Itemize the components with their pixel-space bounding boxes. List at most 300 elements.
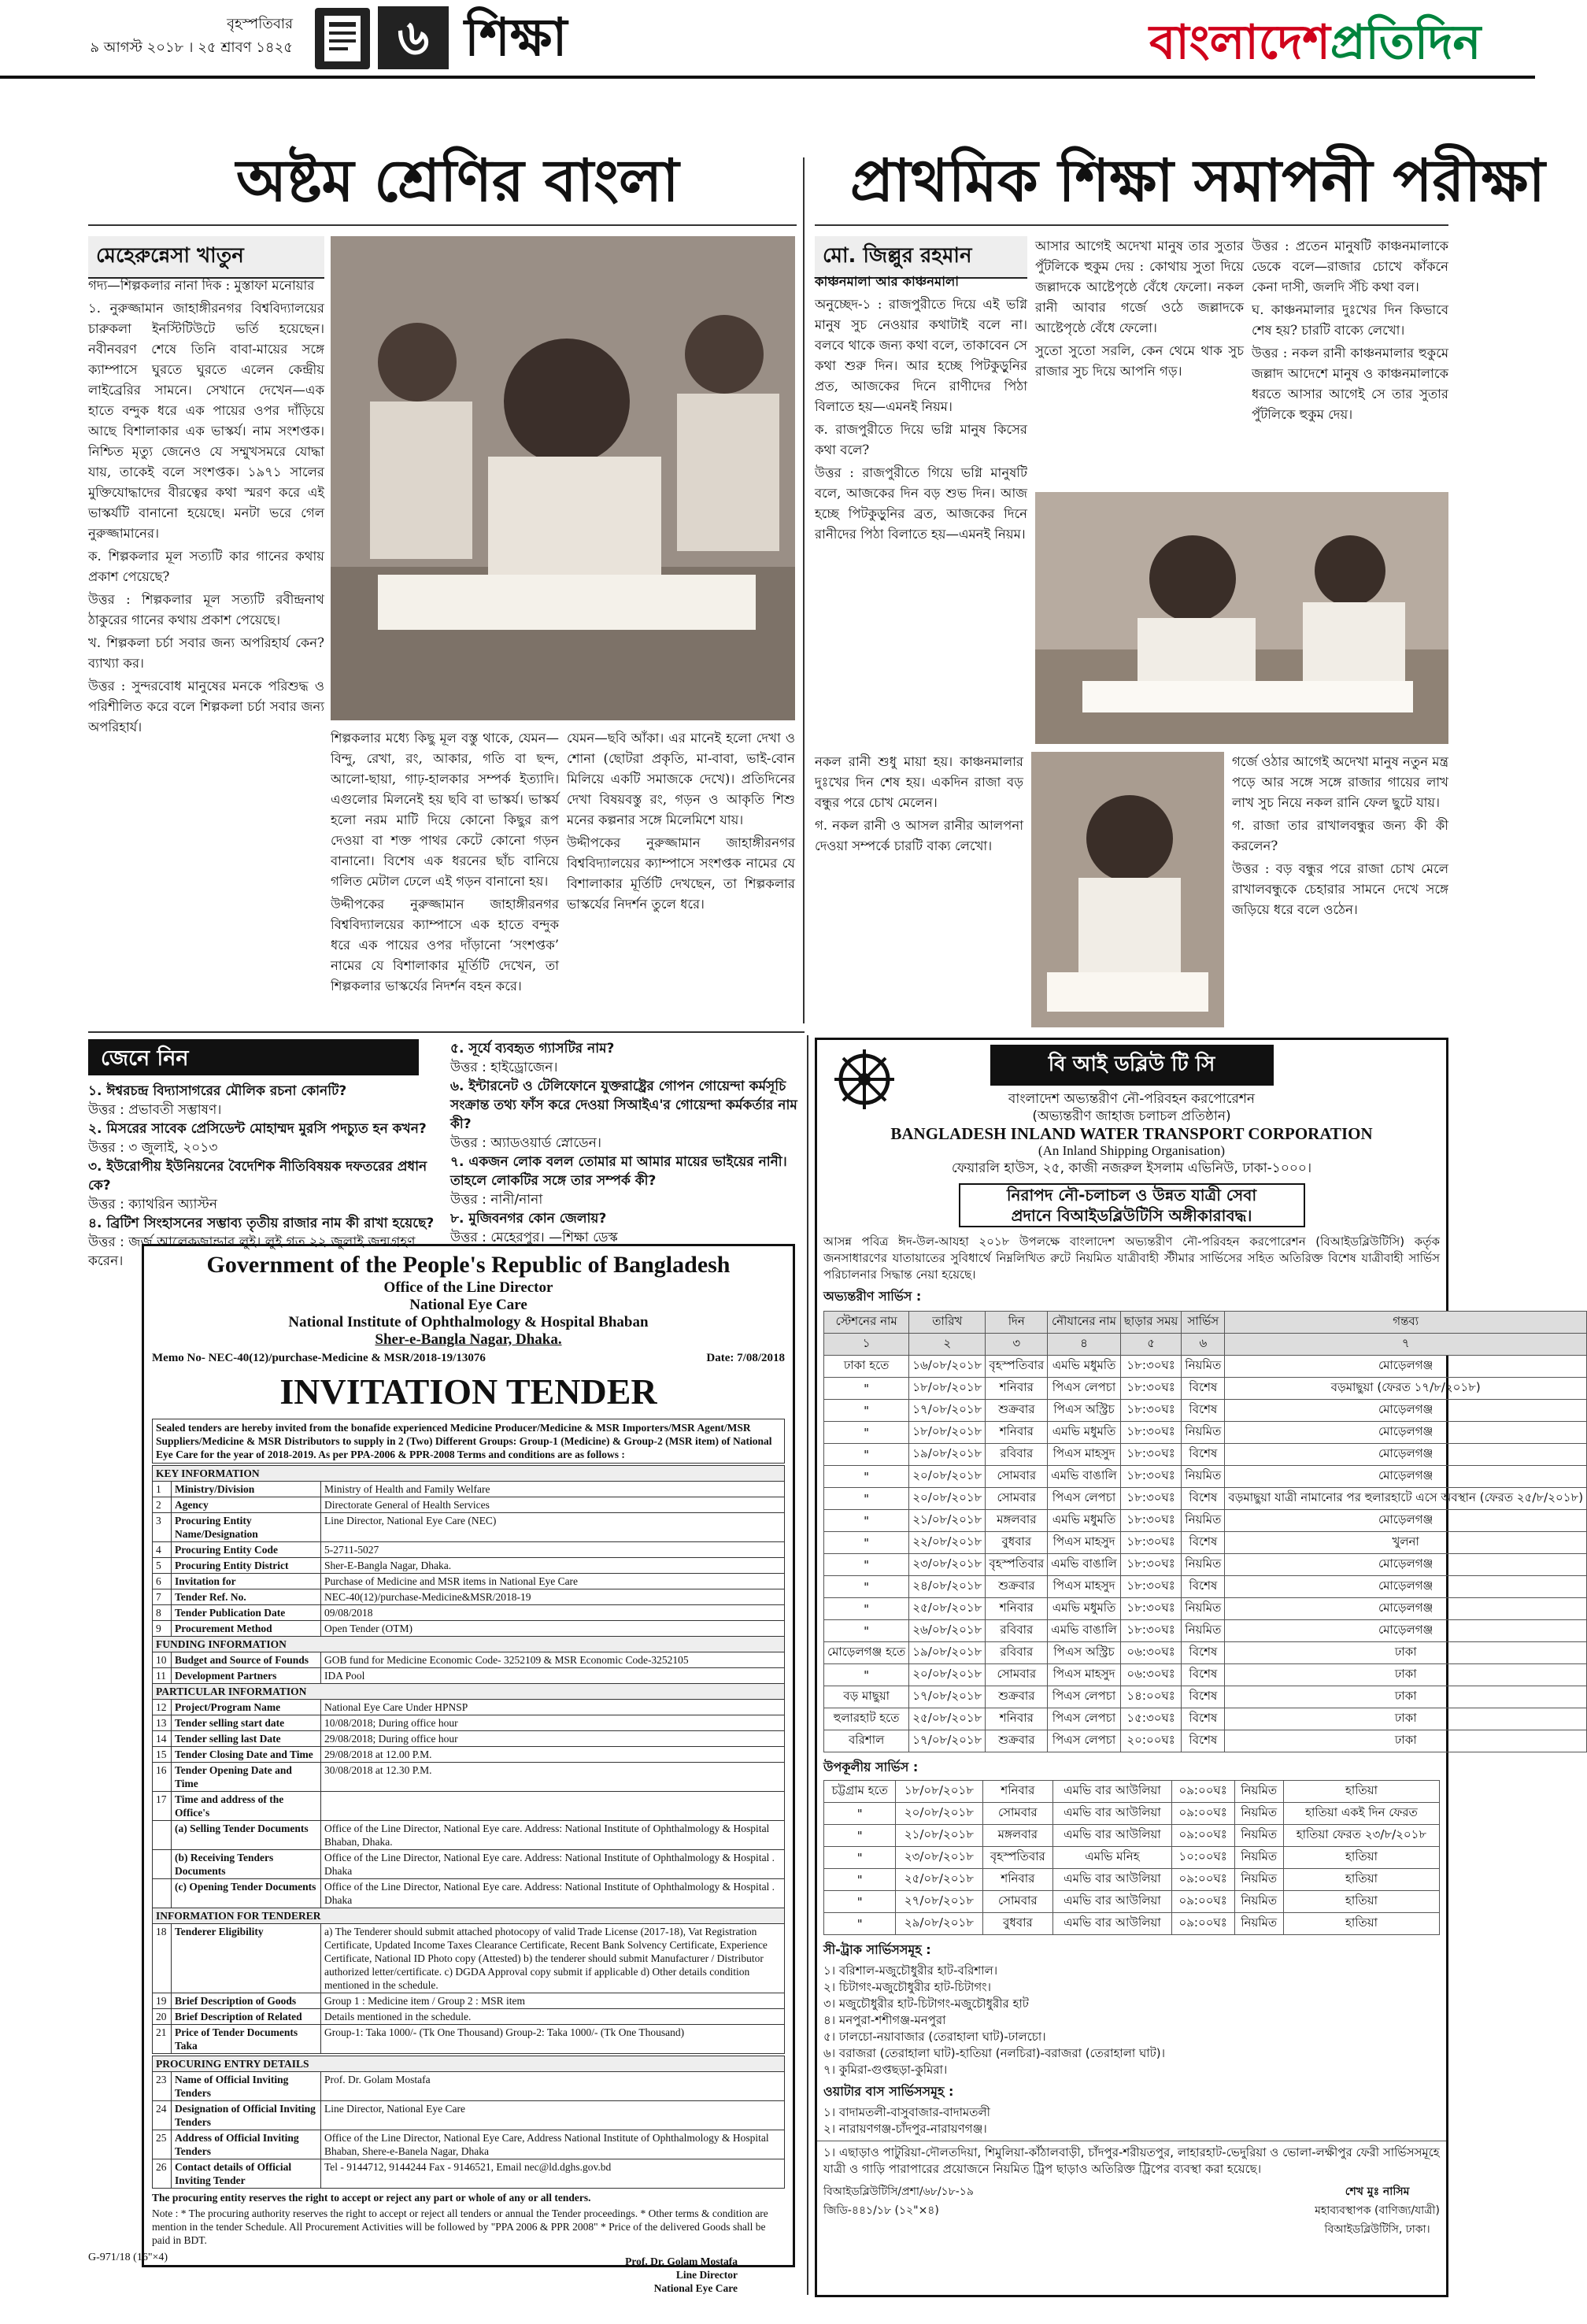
tender-note: Note : * The procuring authority reserves the right to accept or reject all tenders or annual the Tender proceedings. * Other terms & condition are mention in the tender Schedule. All Procurement Activities will be followed by "PPA 2006 & PPR 2008" * Price of the delivered Goods shall be paid in BDT. (152, 2207, 768, 2246)
schedule-cell: ২৬/০৮/২০১৮ (909, 1620, 986, 1642)
schedule-cell: ০৬:৩০ঘঃ (1120, 1664, 1182, 1686)
right-col-2 (1035, 236, 1244, 488)
schedule-cell: " (824, 1400, 909, 1422)
schedule-cell: বুধবার (986, 1532, 1048, 1554)
schedule-cell: ২০/০৮/২০১৮ (896, 1803, 982, 1825)
tender-row-key: Ministry/Division (172, 1482, 321, 1497)
schedule-header: ছাড়ার সময় (1120, 1312, 1182, 1334)
tender-row-key: (a) Selling Tender Documents (172, 1821, 321, 1850)
tender-row-num: 10 (153, 1652, 172, 1668)
biwtc-header (817, 1090, 1446, 1177)
schedule-cell: ২৫/০৮/২০১৮ (896, 1869, 982, 1891)
right-col-3 (1252, 236, 1448, 488)
tender-code: G-971/18 (16"×4) (88, 2252, 168, 2263)
schedule-cell: নিয়মিত (1182, 1598, 1225, 1620)
para: শিল্পকলার মধ্যে কিছু মূল বস্তু থাকে, যেমন—বিন্দু, রেখা, রং, আকার, গতি বা ছন্দ, আলো-ছায়া, গাঢ়-হালকার সম্পর্ক ইত্যাদি। এগুলোর মিলনেই হয় ছবি বা ভাস্কর্য। ভাস্কর্য হলো নরম মাটি দিয়ে কোনো কিছুর রূপ দেওয়া বা শক্ত পাথর কেটে কোনো গড়ন বানানো। বিশেষ এক ধরনের ছাঁচ বানিয়ে গলিত মেটাল ঢেলে এই গড়ন বানানো হয়। (331, 731, 559, 889)
answer: উত্তর : ৩ জুলাই, ২০১৩ (88, 1140, 218, 1156)
schedule-row (824, 1356, 1587, 1378)
tender-row-value: Open Tender (OTM) (321, 1621, 785, 1637)
biwtc-footnote: ১। এছাড়াও পাটুরিয়া-দৌলতদিয়া, শিমুলিয়া-কাঁঠালবাড়ী, চাঁদপুর-শরীয়তপুর, লাহারহাট-ভেদুরিয়া ও ভোলা-লক্ষীপুর ফেরী সার্ভিসসমূহে যাত্রী ও গাড়ি পারাপারের প্রয়োজনে নিয়মিত ট্রিপ ছাড়াও অতিরিক্ত ট্রিপের ব্যবস্থা করা হয়েছে। (817, 2141, 1446, 2181)
schedule-cell: মঙ্গলবার (982, 1825, 1053, 1847)
schedule-cell: মঙ্গলবার (986, 1510, 1048, 1532)
left-author: মেহেরুন্নেসা খাতুন (88, 236, 324, 279)
schedule-cell: পিএস মাহসুদ (1048, 1444, 1121, 1466)
tender-row (153, 1747, 785, 1763)
schedule-row (824, 1730, 1587, 1752)
question: ৪. ব্রিটিশ সিংহাসনের সম্ভাব্য তৃতীয় রাজার নাম কী রাখা হয়েছে? (88, 1216, 435, 1231)
tender-signature (152, 2255, 785, 2295)
girl-writing-photo (1031, 752, 1224, 1027)
schedule-cell: সোমবার (986, 1466, 1048, 1488)
tender-row (153, 2025, 785, 2054)
tender-nec: National Eye Care (409, 1297, 527, 1313)
tender-row-key: Procuring Entity District (172, 1558, 321, 1574)
schedule-cell: বড় মাছুয়া (824, 1686, 909, 1708)
tender-section-label: PARTICULAR INFORMATION (153, 1684, 785, 1700)
schedule-cell: পিএস লেপচা (1048, 1686, 1121, 1708)
biwtc-bn-name: বাংলাদেশ অভ্যন্তরীণ নৌ-পরিবহন করপোরেশন (1008, 1091, 1256, 1107)
biwtc-badge: বি আই ডব্লিউ টি সি (990, 1045, 1274, 1086)
schedule-cell: " (824, 1598, 909, 1620)
tender-row-num: 15 (153, 1747, 172, 1763)
tender-office: Office of the Line Director (383, 1279, 553, 1296)
biwtc-address: ফেয়ারলি হাউস, ২৫, কাজী নজরুল ইসলাম এভিনিউ, ঢাকা-১০০০। (951, 1160, 1312, 1176)
schedule-cell: ২৪/০৮/২০১৮ (909, 1576, 986, 1598)
schedule-cell: মোড়েলগঞ্জ (1225, 1400, 1587, 1422)
schedule-cell: ১৮:৩০ঘঃ (1120, 1378, 1182, 1400)
answer: উত্তর : নানী/নানা (450, 1192, 543, 1208)
schedule-cell: হাতিয়া (1283, 1869, 1439, 1891)
biwtc-notice (815, 1038, 1584, 2297)
tender-row (153, 2101, 785, 2130)
schedule-row (824, 1686, 1587, 1708)
tender-row (153, 1924, 785, 1993)
tender-row-value: Tel - 9144712, 9144244 Fax - 9146521, Email nec@ld.dghs.gov.bd (321, 2159, 785, 2189)
schedule-cell: ০৬:৩০ঘঃ (1120, 1642, 1182, 1664)
schedule-cell: রবিবার (986, 1444, 1048, 1466)
tender-memo: Memo No- NEC-40(12)/purchase-Medicine & MSR/2018-19/13076 (152, 1352, 486, 1364)
schedule-cell: ১৯/০৮/২০১৮ (909, 1642, 986, 1664)
biwtc-en-sub: (An Inland Shipping Organisation) (1038, 1143, 1226, 1158)
schedule-col-number: ৬ (1182, 1334, 1225, 1356)
schedule-cell: ১৮:৩০ঘঃ (1120, 1620, 1182, 1642)
masthead-date (88, 13, 293, 60)
tender-row (153, 2130, 785, 2159)
schedule-cell: বিশেষ (1182, 1576, 1225, 1598)
schedule-row (824, 1422, 1587, 1444)
tender-table (152, 1465, 785, 2054)
question: ১. ঈশ্বরচন্দ্র বিদ্যাসাগরের মৌলিক রচনা কোনটি? (88, 1083, 347, 1099)
schedule-cell: বড়মাছুয়া যাত্রী নামানোর পর হুলারহাটে এসে অবস্থান (ফেরত ২৫/৮/২০১৮) (1225, 1488, 1587, 1510)
tender-row-value: a) The Tenderer should submit attached photocopy of valid Trade License (2017-18), Vat Registration Certificate, Updated Income Taxes Clearance Certificate, Recent Bank Solvency Certificate, Experience Certificate, National ID Photo copy (Attested) b) the tenderer should submit Manufacturer / Distributor authorized letter/certificate. c) DGDA Approval copy submit if applicable d) Other details condition mentioned in the schedule. (321, 1924, 785, 1993)
tender-row-value: Office of the Line Director, National Eye care. Address: National Institute of Ophthalmology & Hospital . Dhaka (321, 1850, 785, 1879)
sign-org: National Eye Care (653, 2282, 738, 2294)
water-bus-item: ১। বাদামতলী-বাসুবাজার-বাদামতলী (823, 2105, 990, 2119)
para: ১. নুরুজ্জামান জাহাঙ্গীরনগর বিশ্ববিদ্যালয়ের চারুকলা ইনস্টিটিউটে ভর্তি হয়েছেন। নবীনবরণ শেষে তিনি বাবা-মায়ের সঙ্গে ক্যাম্পাসে ঘুরতে ঘুরতে এলেন কেন্দ্রীয় লাইব্রেরির সামনে। সেখানে দেখেন—এক হাতে বন্দুক ধরে এক পায়ের ওপর দাঁড়িয়ে আছে বিশালাকার এক ভাস্কর্য। নাম সংশপ্তক। নিশ্চিত মৃত্যু জেনেও যে সম্মুখসমরে যোদ্ধা যায়, তাকেই বলে সংশপ্তক। ১৯৭১ সালের মুক্তিযোদ্ধাদের বীরত্বের কথা স্মরণ করে এই ভাস্কর্যটি বানানো হয়েছে। মনটা ভরে গেল নুরুজ্জামানের। (88, 301, 324, 541)
schedule-cell: বিশেষ (1182, 1532, 1225, 1554)
tender-row-num: 23 (153, 2072, 172, 2101)
schedule-cell: শুক্রবার (986, 1576, 1048, 1598)
schedule-cell: ১৮:৩০ঘঃ (1120, 1466, 1182, 1488)
tender-row (153, 1763, 785, 1792)
schedule-cell: ০৯:০০ঘঃ (1171, 1781, 1234, 1803)
tender-row-value: IDA Pool (321, 1668, 785, 1684)
schedule-cell: হাতিয়া (1283, 1781, 1439, 1803)
para: ঘ. কাঞ্চনমালার দুঃখের দিন কিভাবে শেষ হয়? চারটি বাক্যে লেখো। (1252, 302, 1448, 338)
biwtc-ref: বিআইডব্লিউটিসি/প্রশা/৬৮/১৮-১৯ (823, 2185, 974, 2198)
schedule-cell: বরিশাল (824, 1730, 909, 1752)
tender-row-key: Address of Official Inviting Tenders (172, 2130, 321, 2159)
tender-row (153, 2072, 785, 2101)
biwtc-en-name: BANGLADESH INLAND WATER TRANSPORT CORPORATION (890, 1124, 1373, 1143)
tender-row-key: Price of Tender Documents Taka (172, 2025, 321, 2054)
schedule-row (824, 1620, 1587, 1642)
schedule-cell: মোড়েলগঞ্জ (1225, 1510, 1587, 1532)
para: উত্তর : প্রতেন মানুষটি কাঞ্চনমালাকে ডেকে বলে—রাজার চোখে কাঁকনে কেনা দাসী, জলদি সঁচি কথা বল। (1252, 239, 1448, 294)
answer: উত্তর : মেহেরপুর। —শিক্ষা ডেস্ক (450, 1230, 618, 1245)
schedule-cell: সোমবার (982, 1803, 1053, 1825)
sign-name: Prof. Dr. Golam Mostafa (625, 2256, 738, 2267)
tender-row-key: Tender selling start date (172, 1715, 321, 1731)
schedule-cell: " (824, 1825, 896, 1847)
tender-row-num (153, 1879, 172, 1908)
schedule-cell: ২৫/০৮/২০১৮ (909, 1708, 986, 1730)
schedule-cell: " (824, 1488, 909, 1510)
tender-row (153, 1558, 785, 1574)
schedule-cell: ১৮:৩০ঘঃ (1120, 1576, 1182, 1598)
section-rule (88, 1031, 805, 1033)
schedule-col-number: ৫ (1120, 1334, 1182, 1356)
tender-row (153, 1821, 785, 1850)
schedule-cell: পিএস লেপচা (1048, 1488, 1121, 1510)
schedule-cell: নিয়মিত (1182, 1422, 1225, 1444)
tender-row-num (153, 1850, 172, 1879)
biwtc-sign-title: মহাব্যবস্থাপক (বাণিজ্য/যাত্রী) (1315, 2204, 1440, 2217)
schedule-cell: ২০:০০ঘঃ (1120, 1730, 1182, 1752)
schedule-cell: ১৮/০৮/২০১৮ (909, 1422, 986, 1444)
schedule-cell: ১৮:৩০ঘঃ (1120, 1400, 1182, 1422)
tender-heading: INVITATION TENDER (279, 1371, 657, 1412)
schedule-cell: " (824, 1444, 909, 1466)
schedule-cell: ঢাকা (1225, 1664, 1587, 1686)
answer: উত্তর : ক্যাথরিন অ্যাস্টন (88, 1197, 217, 1212)
schedule-cell: এমভি বাঙালি (1048, 1554, 1121, 1576)
schedule-cell: হাতিয়া (1283, 1891, 1439, 1913)
schedule-cell: ২০/০৮/২০১৮ (909, 1466, 986, 1488)
schedule-cell: এমভি মধুমতি (1048, 1598, 1121, 1620)
tender-row-value: Details mentioned in the schedule. (321, 2009, 785, 2025)
right-col-5 (1232, 752, 1448, 1027)
jene-nin-title: জেনে নিন (88, 1039, 419, 1075)
schedule-header: দিন (986, 1312, 1048, 1334)
tender-row-value: National Eye Care Under HPNSP (321, 1700, 785, 1715)
schedule-cell: সোমবার (982, 1891, 1053, 1913)
biwtc-intro: আসন্ন পবিত্র ঈদ-উল-আযহা ২০১৮ উপলক্ষে বাংলাদেশ অভ্যন্তরীণ নৌ-পরিবহন করপোরেশন (বিআইডব্লিউটিসি) কর্তৃক জনসাধারণের যাতায়াতের সুবিধার্থে নিম্নলিখিত রুটে নিয়মিত যাত্রীবাহী স্টীমার সার্ভিসের সহিত অতিরিক্ত বিশেষ যাত্রীবাহী সার্ভিস পরিচালনার সিদ্ধান্ত নেয়া হয়েছে। (823, 1234, 1440, 1282)
answer: উত্তর : অ্যাডওয়ার্ড স্নোডেন। (450, 1135, 601, 1151)
schedule-cell: নিয়মিত (1234, 1803, 1283, 1825)
sea-truck-item: ৫। ঢালচো-নয়াবাজার (তেরাহালা ঘাট)-ঢালচো। (823, 2030, 1046, 2044)
schedule-cell: বৃহস্পতিবার (986, 1554, 1048, 1576)
schedule-cell: এমভি বার আউলিয়া (1053, 1913, 1172, 1935)
tender-row-key: Tender Opening Date and Time (172, 1763, 321, 1792)
schedule-cell: ২০/০৮/২০১৮ (909, 1488, 986, 1510)
tender-row-value: Prof. Dr. Golam Mostafa (321, 2072, 785, 2101)
schedule-cell: নিয়মিত (1182, 1466, 1225, 1488)
schedule-row (824, 1891, 1440, 1913)
tender-row-key: (c) Opening Tender Documents (172, 1879, 321, 1908)
right-col-4 (815, 752, 1023, 1027)
banner-line-2: প্রদানে বিআইডব্লিউটিসি অঙ্গীকারাবদ্ধ। (1011, 1206, 1252, 1225)
page-number: ৬ (378, 6, 449, 69)
tender-row-value: Group-1: Taka 1000/- (Tk One Thousand) Group-2: Taka 1000/- (Tk One Thousand) (321, 2025, 785, 2054)
schedule-cell: শনিবার (982, 1781, 1053, 1803)
schedule-header: নৌযানের নাম (1048, 1312, 1121, 1334)
schedule-cell: শনিবার (986, 1708, 1048, 1730)
schedule-cell: শনিবার (986, 1598, 1048, 1620)
schedule-cell: মোড়েলগঞ্জ (1225, 1620, 1587, 1642)
schedule-row (824, 1781, 1440, 1803)
schedule-cell: ১৮:৩০ঘঃ (1120, 1598, 1182, 1620)
biwtc-bn-sub: (অভ্যন্তরীণ জাহাজ চলাচল প্রতিষ্ঠান) (1032, 1108, 1231, 1124)
tender-row (153, 2009, 785, 2025)
schedule-cell: " (824, 1869, 896, 1891)
tender-row-value: Directorate General of Health Services (321, 1497, 785, 1513)
schedule-cell: এমভি বাঙালি (1048, 1466, 1121, 1488)
schedule-cell: এমভি বাঙালি (1048, 1620, 1121, 1642)
masthead-date-text: ৯ আগস্ট ২০১৮ । ২৫ শ্রাবণ ১৪২৫ (90, 39, 293, 56)
masthead-day: বৃহস্পতিবার (227, 16, 293, 32)
tender-row-value: Office of the Line Director, National Eye care. Address: National Institute of Ophthalmology & Hospital Bhaban, Dhaka. (321, 1821, 785, 1850)
question: ৭. একজন লোক বলল তোমার মা আমার মায়ের ভাইয়ের নানী। তাহলে লোকটির সঙ্গে তার সম্পর্ক কী? (450, 1154, 787, 1189)
tender-row-key: Designation of Official Inviting Tenders (172, 2101, 321, 2130)
schedule-cell: " (824, 1554, 909, 1576)
para: উত্তর : বড় বন্ধুর পরে রাজা চোখ মেলে রাখালবন্ধুকে চেহারার সামনে দেখে সঙ্গে জড়িয়ে ধরে বলে ওঠেন। (1232, 861, 1448, 917)
schedule-row (824, 1532, 1587, 1554)
schedule-cell: " (824, 1664, 909, 1686)
schedule-cell: মোড়েলগঞ্জ (1225, 1422, 1587, 1444)
schedule-cell: ১৯/০৮/২০১৮ (909, 1444, 986, 1466)
schedule-cell: বড়মাছুয়া (ফেরত ১৭/৮/২০১৮) (1225, 1378, 1587, 1400)
schedule-cell: ১৭/০৮/২০১৮ (909, 1400, 986, 1422)
para: উত্তর : শিল্পকলার মূল সত্যটি রবীন্দ্রনাথ ঠাকুরের গানের কথায় প্রকাশ পেয়েছে। (88, 592, 324, 627)
schedule-cell: নিয়মিত (1182, 1356, 1225, 1378)
schedule-cell: এমভি বার আউলিয়া (1053, 1891, 1172, 1913)
schedule-cell: বিশেষ (1182, 1686, 1225, 1708)
tender-row-key: Tenderer Eligibility (172, 1924, 321, 1993)
tender-row (153, 1482, 785, 1497)
tender-row-value: GOB fund for Medicine Economic Code- 3252109 & MSR Economic Code-3252105 (321, 1652, 785, 1668)
para: আসার আগেই অদেখা মানুষ তার সুতার পুঁটলিকে হুকুম দেয় : কোথায় সুতা দিয়ে জল্লাদকে আষ্টেপৃষ্ঠে বেঁধে ফেলো। নকল রানী আবার গর্জে ওঠে জল্লাদকে আষ্টেপৃষ্ঠে বেঁধে ফেলো। (1035, 239, 1244, 335)
sea-truck-item: ৬। বরাজরা (তেরাহালা ঘাট)-হাতিয়া (নলচিরা)-বরাজরা (তেরাহালা ঘাট)। (823, 2046, 1166, 2060)
tender-row (153, 1574, 785, 1589)
schedule-cell: পিএস লেপচা (1048, 1730, 1121, 1752)
tender-row (153, 1731, 785, 1747)
tender-row-num: 7 (153, 1589, 172, 1605)
schedule-cell: হাতিয়া (1283, 1913, 1439, 1935)
para: উত্তর : সুন্দরবোধ মানুষের মনকে পরিশুদ্ধ ও পরিশীলিত করে বলে শিল্পকলা চর্চা সবার জন্য অপরিহার্য। (88, 679, 324, 735)
schedule-col-number: ৩ (986, 1334, 1048, 1356)
schedule-cell: " (824, 1891, 896, 1913)
schedule-cell: মোড়েলগঞ্জ (1225, 1576, 1587, 1598)
tender-row-value: 5-2711-5027 (321, 1542, 785, 1558)
tender-section-row (153, 1684, 785, 1700)
schedule-cell: ঢাকা (1225, 1686, 1587, 1708)
schedule-row (824, 1378, 1587, 1400)
tender-row-num: 21 (153, 2025, 172, 2054)
tender-row-value: Line Director, National Eye Care (NEC) (321, 1513, 785, 1542)
schedule-cell: পিএস লেপচা (1048, 1378, 1121, 1400)
schedule-cell: নিয়মিত (1182, 1554, 1225, 1576)
tender-row-num (153, 1821, 172, 1850)
tender-row-num: 1 (153, 1482, 172, 1497)
schedule-cell: শনিবার (986, 1422, 1048, 1444)
sea-truck-list (817, 1963, 1446, 2078)
masthead-rule (0, 76, 1535, 79)
tender-row-num: 26 (153, 2159, 172, 2189)
schedule-cell: ১৮/০৮/২০১৮ (909, 1378, 986, 1400)
schedule-cell: ০৯:০০ঘঃ (1171, 1891, 1234, 1913)
schedule-cell: বৃহস্পতিবার (982, 1847, 1053, 1869)
coastal-service-title: উপকূলীয় সার্ভিস : (823, 1760, 919, 1774)
schedule-cell: " (824, 1378, 909, 1400)
right-col-1 (815, 272, 1027, 744)
tender-row-value: 09/08/2018 (321, 1605, 785, 1621)
schedule-cell: রবিবার (986, 1642, 1048, 1664)
schedule-cell: নিয়মিত (1234, 1847, 1283, 1869)
para: গ. নকল রানী ও আসল রানীর আলপনা দেওয়া সম্পর্কে চারটি বাক্য লেখো। (815, 818, 1023, 853)
right-headline-rule (815, 224, 1448, 226)
schedule-cell: এমভি মধুমতি (1048, 1422, 1121, 1444)
tender-row-key: Budget and Source of Founds (172, 1652, 321, 1668)
tender-section-row (153, 2056, 785, 2072)
schedule-cell: মোড়েলগঞ্জ (1225, 1554, 1587, 1576)
tender-row (153, 1715, 785, 1731)
schedule-cell: ১৮:৩০ঘঃ (1120, 1488, 1182, 1510)
question: ৫. সূর্যে ব্যবহৃত গ্যাসটির নাম? (450, 1041, 615, 1057)
schedule-cell: মোড়েলগঞ্জ (1225, 1598, 1587, 1620)
tender-row-key: Brief Description of Related (172, 2009, 321, 2025)
tender-row-value: Office of the Line Director, National Eye Care, Address National Institute of Ophthalmology & Hospital Bhaban, Shere-e-Banela Nagar, Dhaka (321, 2130, 785, 2159)
schedule-cell: হাতিয়া (1283, 1847, 1439, 1869)
water-bus-item: ২। নারায়ণগঞ্জ-চাঁদপুর-নারায়ণগঞ্জ। (823, 2122, 987, 2136)
schedule-cell: ২৩/০৮/২০১৮ (909, 1554, 986, 1576)
para: উদ্দীপকের নুরুজ্জামান জাহাঙ্গীরনগর বিশ্ববিদ্যালয়ের ক্যাম্পাসে এক হাতে বন্দুক ধরে এক পায়ের ওপর দাঁড়ানো ‘সংশপ্তক’ নামের যে বিশালাকার মূর্তিটি দেখেন, তা শিল্পকলার ভাস্কর্যের নিদর্শন বহন করে। (331, 897, 559, 994)
banner-line-1: নিরাপদ নৌ-চলাচল ও উন্নত যাত্রী সেবা (1006, 1186, 1257, 1205)
question: ৮. মুজিবনগর কোন জেলায়? (450, 1211, 607, 1227)
tender-row-key: Development Partners (172, 1668, 321, 1684)
schedule-row (824, 1642, 1587, 1664)
schedule-row (824, 1444, 1587, 1466)
tender-memo-row (152, 1352, 785, 1365)
para: অনুচ্ছেদ-১ : রাজপুরীতে দিয়ে এই ভগ্নি মানুষ সুচ নেওয়ার কথাটাই বলে না। বলবে থাকে জন্য কথা বলে, তাকাবেন সে কথা শুরু দিন। আর হচ্ছে পিটকুড়ুনির প্রত, আজকের দিনে রাণীদের পিঠা বিলাতে হয়—এমনই নিয়ম। (815, 297, 1027, 414)
schedule-cell: ২৯/০৮/২০১৮ (896, 1913, 982, 1935)
tender-row (153, 1513, 785, 1542)
tender-row-key: Tender Ref. No. (172, 1589, 321, 1605)
tender-section-label: PROCURING ENTRY DETAILS (153, 2056, 785, 2072)
schedule-cell: হুলারহাট হতে (824, 1708, 909, 1730)
schedule-cell: ঢাকা (1225, 1708, 1587, 1730)
schedule-cell: বিশেষ (1182, 1642, 1225, 1664)
schedule-row (824, 1510, 1587, 1532)
schedule-cell: " (824, 1913, 896, 1935)
schedule-cell: " (824, 1576, 909, 1598)
schedule-cell: ঢাকা হতে (824, 1356, 909, 1378)
para: ক. শিল্পকলার মূল সত্যটি কার গানের কথায় প্রকাশ পেয়েছে? (88, 549, 324, 584)
left-headline: অষ্টম শ্রেণির বাংলা (236, 147, 679, 215)
schedule-cell: শুক্রবার (986, 1730, 1048, 1752)
logo-part-2: প্রতিদিন (1330, 15, 1482, 70)
schedule-cell: ১৭/০৮/২০১৮ (909, 1686, 986, 1708)
para: উত্তর : নকল রানী কাঞ্চনমালার হুকুমে জল্লাদ আদেশে মানুষ ও কাঞ্চনমালাকে ধরতে আসার আগেই সে তার সুতার পুঁটলিকে হুকুম দেয়। (1252, 346, 1448, 422)
schedule-cell: নিয়মিত (1234, 1825, 1283, 1847)
schedule-cell: " (824, 1466, 909, 1488)
left-col-2 (331, 728, 559, 1027)
biwtc-sign-org: বিআইডব্লিউটিসি, ঢাকা। (1324, 2223, 1430, 2236)
tender-row (153, 1605, 785, 1621)
tender-table-2 (152, 2056, 785, 2189)
left-headline-rule (88, 224, 797, 226)
schedule-row (824, 1598, 1587, 1620)
tender-section-row (153, 1908, 785, 1924)
schedule-cell: মোড়েলগঞ্জ (1225, 1356, 1587, 1378)
schedule-cell: ২২/০৮/২০১৮ (909, 1532, 986, 1554)
qa-column-left (88, 1082, 435, 1271)
tender-row-key: Tender selling last Date (172, 1731, 321, 1747)
schedule-cell: বিশেষ (1182, 1708, 1225, 1730)
logo-part-1: বাংলাদেশ (1149, 15, 1330, 70)
para: খ. শিল্পকলা চর্চা সবার জন্য অপরিহার্য কেন? ব্যাখ্যা কর। (88, 635, 324, 671)
schedule-cell: বিশেষ (1182, 1400, 1225, 1422)
biwtc-footer (817, 2181, 1446, 2241)
question: ৩. ইউরোপীয় ইউনিয়নের বৈদেশিক নীতিবিষয়ক দফতরের প্রধান কে? (88, 1159, 427, 1193)
schedule-cell: শুক্রবার (986, 1686, 1048, 1708)
schedule-cell: শুক্রবার (986, 1400, 1048, 1422)
para: যেমন—ছবি আঁকা। এর মানেই হলো দেখা ও শোনা (ছোটরা প্রকৃতি, মা-বাবা, ভাই-বোন মিলিয়ে একটি সমাজকে দেখে)। প্রতিদিনের দেখা বিষয়বস্তু রং, গড়ন ও আকৃতি শিশু মনের কল্পনার সঙ্গে মিলেমিশে যায়। (567, 731, 795, 827)
schedule-row (824, 1708, 1587, 1730)
schedule-cell: ২৩/০৮/২০১৮ (896, 1847, 982, 1869)
column-divider (803, 157, 805, 1023)
tender-row-value: 10/08/2018; During office hour (321, 1715, 785, 1731)
schedule-cell: " (824, 1620, 909, 1642)
tender-row-value: Sher-E-Bangla Nagar, Dhaka. (321, 1558, 785, 1574)
inland-schedule-table (823, 1311, 1587, 1752)
tender-row-num: 24 (153, 2101, 172, 2130)
tender-row-value: Purchase of Medicine and MSR items in National Eye Care (321, 1574, 785, 1589)
tender-row-num: 9 (153, 1621, 172, 1637)
ship-wheel-icon (833, 1048, 896, 1111)
schedule-cell: ২৭/০৮/২০১৮ (896, 1891, 982, 1913)
schedule-cell: ২০/০৮/২০১৮ (909, 1664, 986, 1686)
section-title: শিক্ষা (464, 7, 568, 68)
schedule-row (824, 1664, 1587, 1686)
para: গদ্য—শিল্পকলার নানা দিক : মুস্তাফা মনোয়ার (88, 278, 315, 293)
tender-row-num: 11 (153, 1668, 172, 1684)
tender-row (153, 1497, 785, 1513)
schedule-cell: পিএস মাহসুদ (1048, 1664, 1121, 1686)
tender-row (153, 1993, 785, 2009)
tender-row-num: 14 (153, 1731, 172, 1747)
schedule-cell: ০৯:০০ঘঃ (1171, 1825, 1234, 1847)
schedule-row (824, 1913, 1440, 1935)
schedule-header: তারিখ (909, 1312, 986, 1334)
tender-row (153, 1542, 785, 1558)
schedule-cell: মোড়েলগঞ্জ (1225, 1466, 1587, 1488)
biwtc-banner (959, 1183, 1305, 1227)
tender-row-num: 16 (153, 1763, 172, 1792)
question: ২. মিসরের সাবেক প্রেসিডেন্ট মোহাম্মদ মুরসি পদচ্যুত হন কখন? (88, 1121, 427, 1137)
schedule-cell: " (824, 1422, 909, 1444)
tender-row-num: 19 (153, 1993, 172, 2009)
